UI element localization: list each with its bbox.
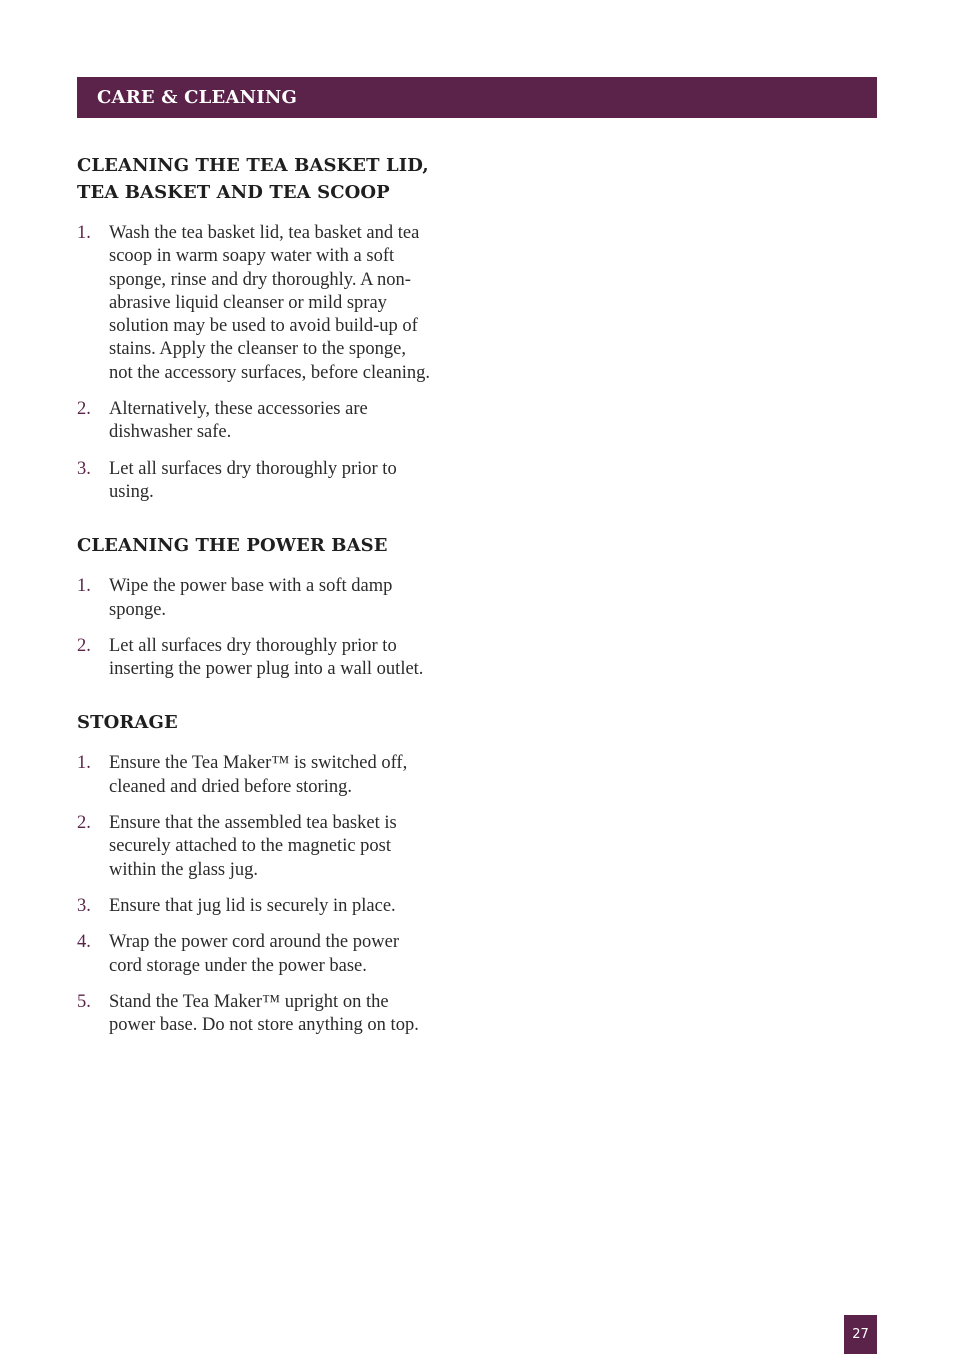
step-number: 2. xyxy=(77,399,91,420)
list-item xyxy=(77,575,432,622)
section-header-title: CARE & CLEANING xyxy=(97,87,298,108)
step-text: Wrap the power cord around the power cord storage under the power base. xyxy=(109,932,400,976)
steps-list-tea-basket xyxy=(77,222,432,504)
main-content xyxy=(77,152,432,1065)
list-item xyxy=(77,895,432,918)
step-number: 3. xyxy=(77,895,91,916)
section-title-line: TEA BASKET AND TEA SCOOP xyxy=(77,182,390,203)
step-text: Stand the Tea Maker™ upright on the power base. Do not store anything on top. xyxy=(109,991,419,1036)
list-item xyxy=(77,635,432,682)
step-text: Let all surfaces dry thoroughly prior to using. xyxy=(109,458,397,502)
step-number: 5. xyxy=(77,991,91,1012)
steps-list-power-base xyxy=(77,575,432,681)
list-item xyxy=(77,752,432,799)
step-number: 2. xyxy=(77,813,91,834)
step-number: 4. xyxy=(77,932,91,953)
page-number-badge xyxy=(844,1315,877,1354)
section-title-storage: STORAGE xyxy=(77,712,178,734)
section-header-bar xyxy=(77,77,877,118)
list-item xyxy=(77,991,432,1038)
step-text: Ensure that the assembled tea basket is securely attached to the magnetic post within the glass jug. xyxy=(109,813,397,880)
list-item xyxy=(77,812,432,882)
section-title-line: CLEANING THE TEA BASKET LID, xyxy=(77,155,429,176)
step-number: 1. xyxy=(77,576,91,597)
list-item xyxy=(77,398,432,445)
step-number: 1. xyxy=(77,223,91,243)
step-text: Alternatively, these accessories are dishwasher safe. xyxy=(109,399,368,443)
step-text: Wash the tea basket lid, tea basket and tea scoop in warm soapy water with a soft sponge, rinse and dry thoroughly. A non-abrasive liquid cleanser or mild spray solution may be used to avoid build-up of stains. Apply the cleanser to the sponge, not the accessory surfaces, before cleaning. xyxy=(109,223,431,383)
step-number: 3. xyxy=(77,458,91,479)
list-item xyxy=(77,222,432,385)
list-item xyxy=(77,931,432,978)
step-text: Wipe the power base with a soft damp sponge. xyxy=(109,576,393,620)
page-number: 27 xyxy=(852,1327,869,1342)
step-text: Ensure that jug lid is securely in place. xyxy=(109,895,396,916)
step-text: Let all surfaces dry thoroughly prior to inserting the power plug into a wall outlet. xyxy=(109,635,424,680)
step-text: Ensure the Tea Maker™ is switched off, cleaned and dried before storing. xyxy=(109,753,408,797)
step-number: 1. xyxy=(77,753,91,774)
list-item xyxy=(77,458,432,505)
steps-list-storage xyxy=(77,752,432,1037)
section-title-power-base: CLEANING THE POWER BASE xyxy=(77,535,388,557)
section-title-tea-basket xyxy=(77,152,432,206)
step-number: 2. xyxy=(77,635,91,656)
